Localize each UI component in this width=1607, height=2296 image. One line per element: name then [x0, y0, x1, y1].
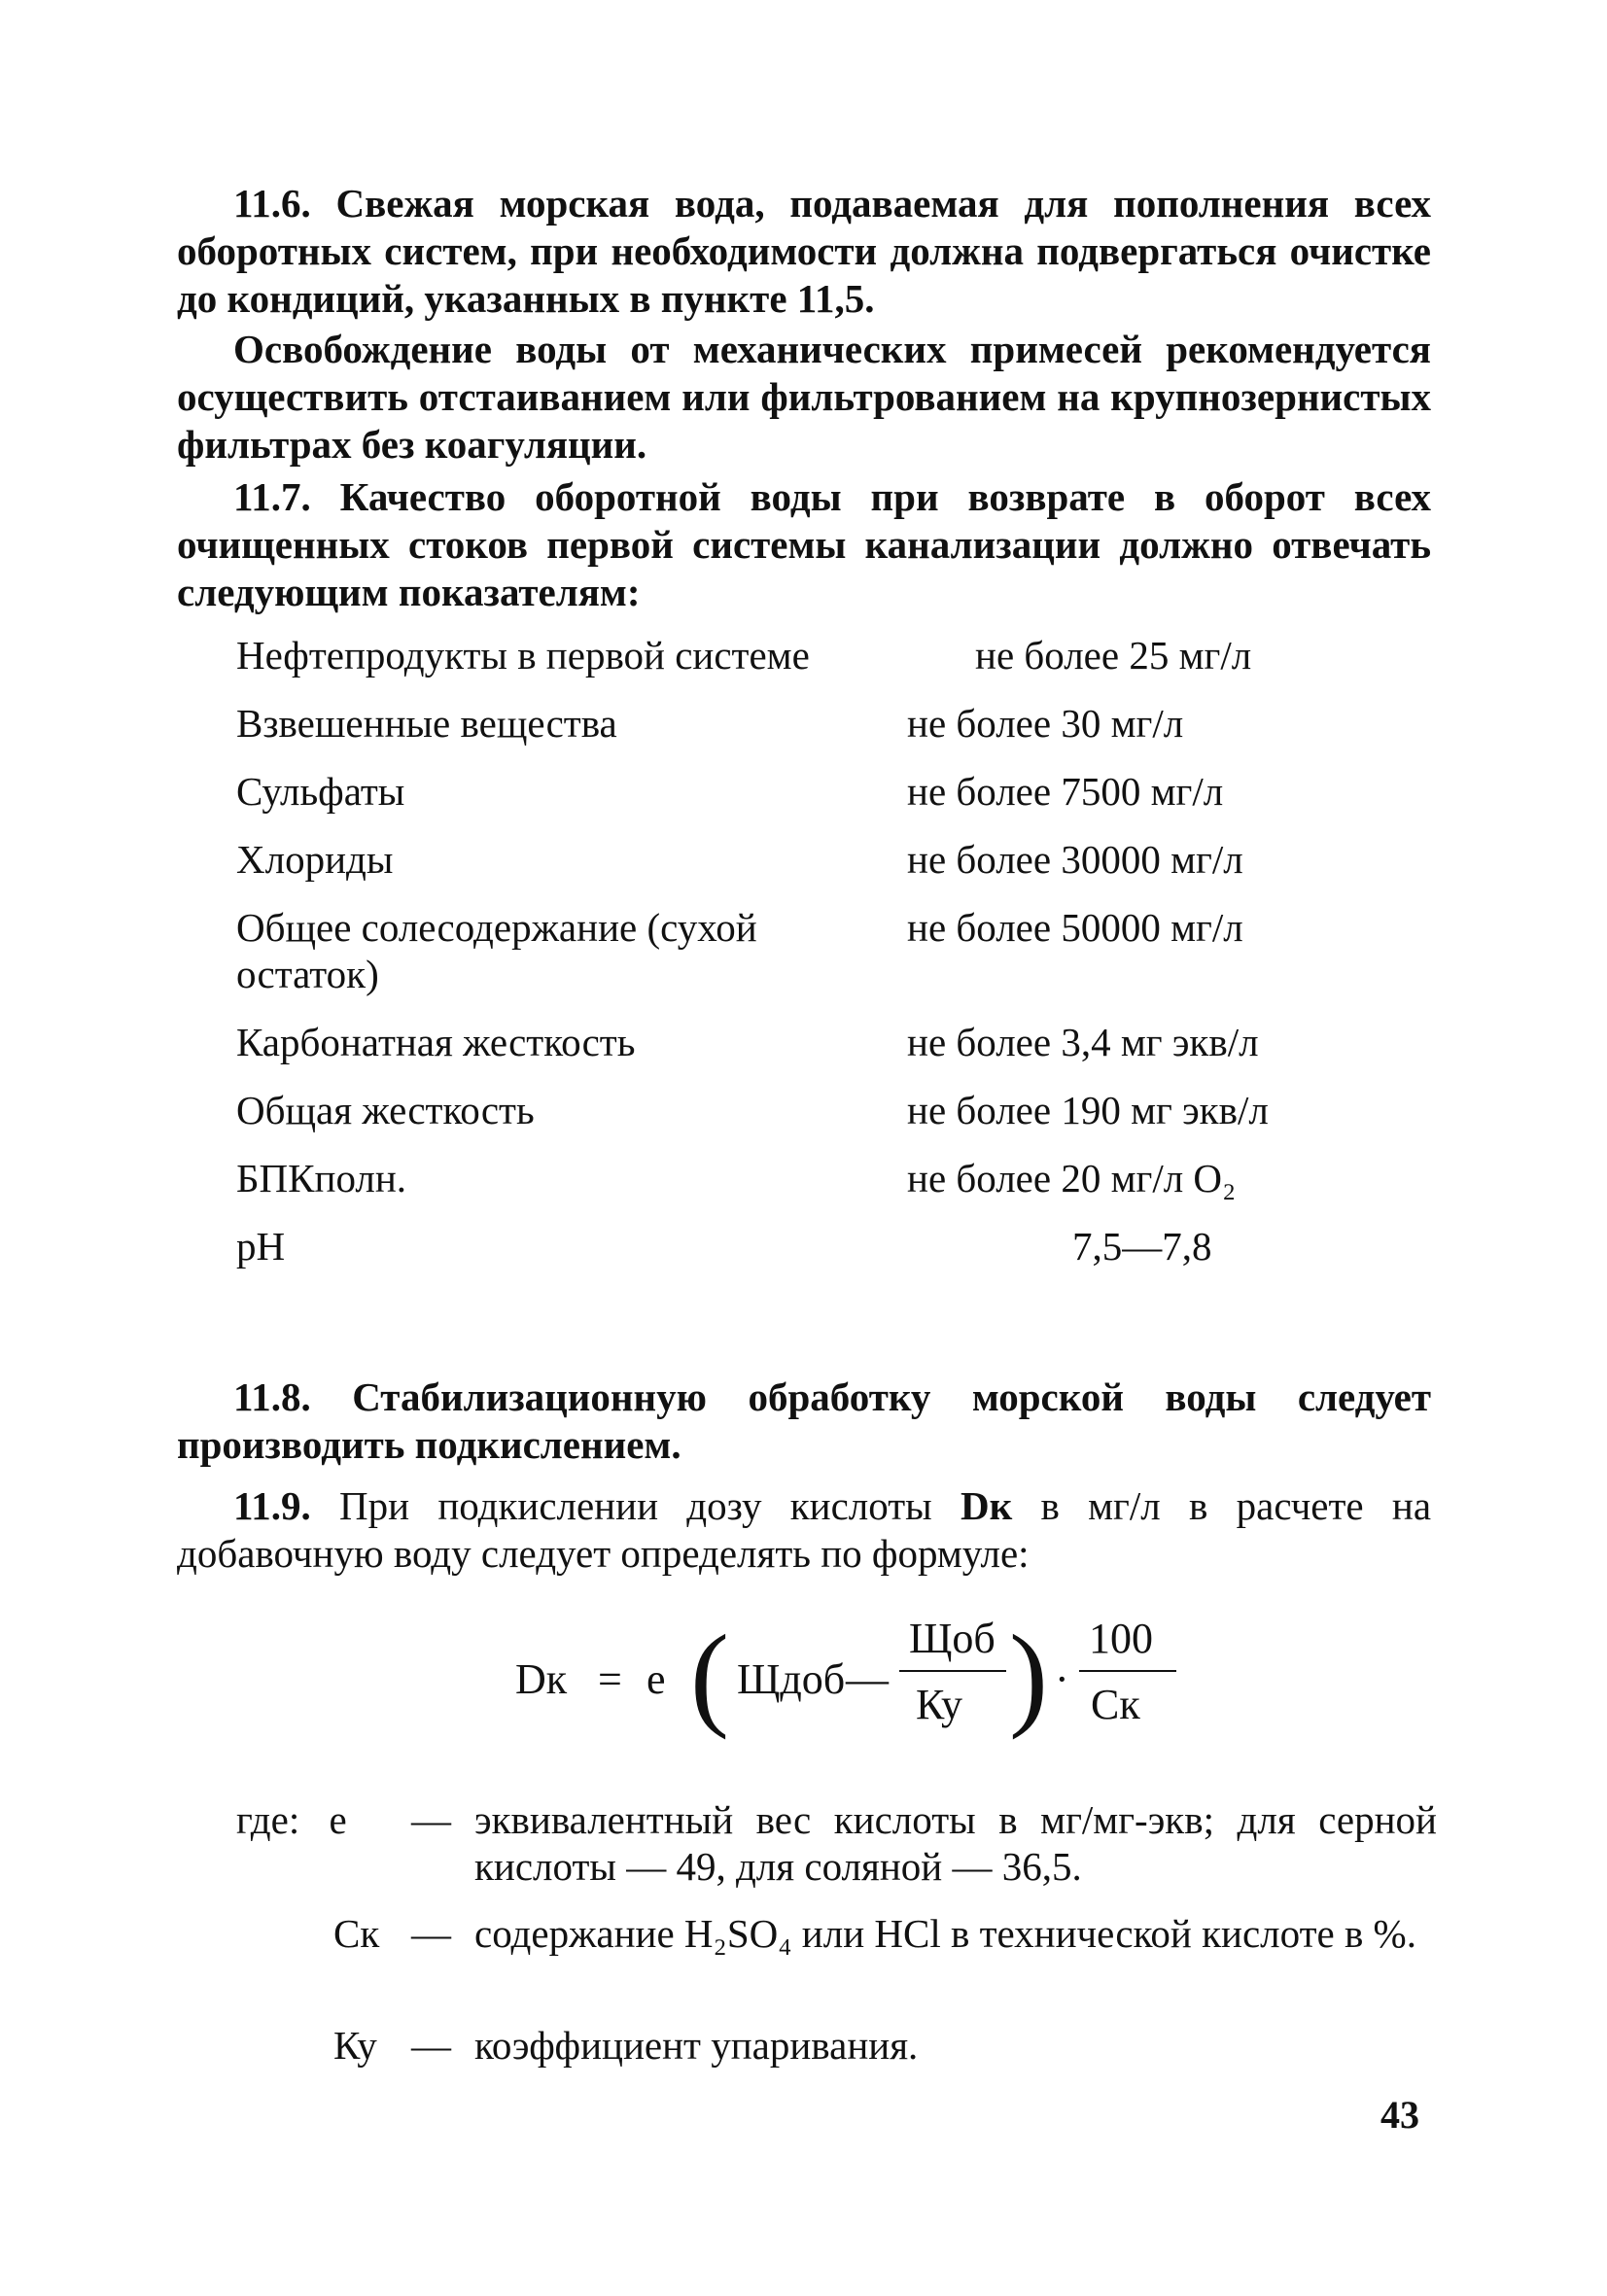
- indicator-row: [236, 1065, 1364, 1133]
- indicator-value: не более 30 мг/л: [907, 701, 1184, 746]
- paragraph-text: в мг/л в расчете на добавочную воду следует определять по формуле:: [177, 1483, 1432, 1576]
- section-number: 11.6.: [233, 181, 311, 226]
- indicator-value: 7,5—7,8: [1072, 1224, 1212, 1269]
- where-dash: —: [411, 2023, 451, 2068]
- indicator-row: [236, 815, 1364, 883]
- indicator-row: [236, 1133, 1364, 1201]
- indicator-row: [236, 1201, 1364, 1270]
- where-item-e: [236, 1796, 1442, 1894]
- indicator-value: не более 3,4 мг экв/л: [907, 1020, 1259, 1064]
- indicator-name: Хлориды: [236, 837, 394, 882]
- formula-dot: ·: [1055, 1655, 1069, 1703]
- indicator-row: [236, 747, 1364, 815]
- where-item-ky: [236, 2022, 1442, 2070]
- indicator-value: не более 7500 мг/л: [907, 769, 1224, 814]
- indicator-name: Взвешенные вещества: [236, 701, 617, 746]
- dose-symbol: Dк: [960, 1483, 1013, 1528]
- formula-lhs: Dк: [515, 1655, 568, 1703]
- formula-c-k: Ск: [1091, 1681, 1140, 1728]
- paragraph-11-9: [177, 1482, 1431, 1578]
- indicator-name: Сульфаты: [236, 769, 405, 814]
- where-label-text: где:: [236, 1797, 300, 1842]
- formula-k-y: Ку: [916, 1681, 963, 1728]
- indicator-name: Карбонатная жесткость: [236, 1020, 636, 1064]
- indicator-value: не более 50000 мг/л: [907, 905, 1243, 950]
- fraction-bar: [899, 1670, 1006, 1672]
- paragraph-text: Стабилизационную обработку морской воды следует производить подкислением.: [177, 1374, 1432, 1467]
- paragraph-11-6-continued: [177, 326, 1431, 469]
- formula-minus: —: [846, 1655, 889, 1703]
- where-symbol: Ск: [333, 1911, 380, 1956]
- paragraph-text: Освобождение воды от механических примесей рекомендуется осуществить отстаиванием или фильтрованием на крупнозернистых фильтрах без коагуляции.: [177, 327, 1431, 467]
- where-description: коэффициент упаривания.: [474, 2023, 919, 2068]
- paragraph-text: При подкислении дозу кислоты: [339, 1483, 932, 1528]
- close-paren-icon: ): [1009, 1611, 1048, 1740]
- where-dash: —: [411, 1911, 451, 1956]
- fraction-bar: [1079, 1670, 1176, 1672]
- paragraph-text: Свежая морская вода, подаваемая для пополнения всех оборотных систем, при необходимости должна подвергаться очистке до кондиций, указанных в пункте 11,5.: [177, 181, 1431, 321]
- where-symbol: е: [329, 1797, 347, 1842]
- indicator-name: pH: [236, 1224, 286, 1269]
- where-symbol: Ку: [333, 2023, 377, 2068]
- where-dash: —: [411, 1797, 451, 1842]
- section-number: 11.8.: [233, 1374, 311, 1419]
- where-description: содержание H₂SO₄ или HCl в технической кислоте в %.: [474, 1911, 1416, 1956]
- indicator-name: Нефтепродукты в первой системе: [236, 633, 810, 678]
- paragraph-11-8: [177, 1374, 1431, 1469]
- formula-sh-ob: Щоб: [909, 1615, 996, 1662]
- section-number: 11.9.: [233, 1483, 311, 1528]
- indicator-value: не более 25 мг/л: [975, 633, 1252, 678]
- paragraph-11-7: [177, 473, 1431, 616]
- where-label: [236, 1796, 347, 1843]
- where-description: эквивалентный вес кислоты в мг/мг-экв; для серной кислоты — 49, для соляной — 36,5.: [474, 1797, 1437, 1889]
- section-number: 11.7.: [233, 474, 311, 519]
- formula-hundred: 100: [1089, 1615, 1153, 1662]
- indicator-row: [236, 883, 1364, 997]
- formula-equals: =: [598, 1655, 622, 1703]
- indicators-table: [236, 632, 1364, 1270]
- indicator-name: БПКполн.: [236, 1156, 407, 1200]
- paragraph-text: Качество оборотной воды при возврате в оборот всех очищенных стоков первой системы канализации должно отвечать следующим показателям:: [177, 474, 1432, 614]
- formula-e: е: [646, 1655, 666, 1703]
- where-item-ck: [236, 1910, 1442, 2007]
- paragraph-11-6: [177, 180, 1431, 323]
- indicator-row: [236, 997, 1364, 1065]
- indicator-row: [236, 632, 1364, 678]
- page-number: 43: [1380, 2093, 1419, 2137]
- indicator-value: не более 30000 мг/л: [907, 837, 1243, 882]
- dose-formula: [515, 1611, 1215, 1750]
- formula-sh-dob: Щдоб: [737, 1655, 846, 1703]
- open-paren-icon: (: [690, 1611, 729, 1740]
- indicator-name: Общая жесткость: [236, 1088, 535, 1132]
- indicator-name: Общее солесодержание (сухой остаток): [236, 905, 757, 996]
- indicator-value: не более 20 мг/л O₂: [907, 1156, 1237, 1200]
- indicator-value: не более 190 мг экв/л: [907, 1088, 1269, 1132]
- indicator-row: [236, 678, 1364, 747]
